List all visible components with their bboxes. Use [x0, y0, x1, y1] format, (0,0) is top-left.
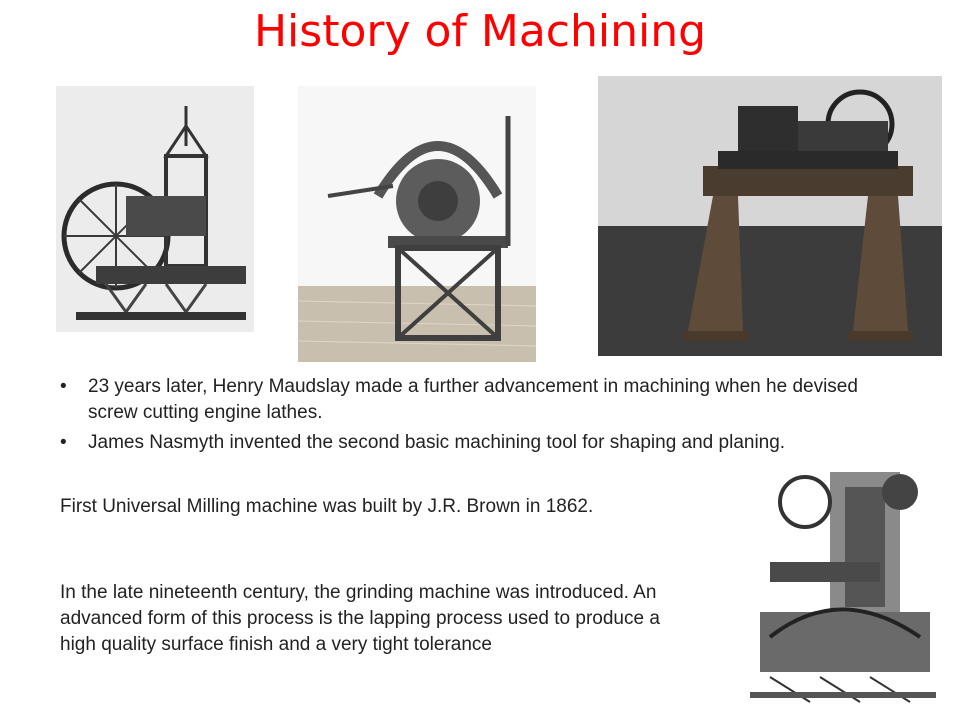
- bullet-list: [56, 374, 886, 460]
- slide-title: History of Machining: [253, 6, 707, 57]
- bullet-text: James Nasmyth invented the second basic machining tool for shaping and planing.: [88, 432, 786, 453]
- bullet-item: [56, 374, 886, 426]
- bullet-dot: •: [60, 432, 67, 453]
- paragraph-grinding: In the late nineteenth century, the grinding machine was introduced. An advanced form of this process is the lapping process used to produce a high quality surface finish and a very tight tolerance: [60, 582, 660, 655]
- bullet-item: [56, 430, 886, 456]
- photo-lathe: [598, 76, 942, 356]
- photo-milling-machine: [750, 462, 936, 712]
- bullet-dot: •: [60, 376, 67, 397]
- photo-wheel-machine: [56, 86, 254, 332]
- photo-drum-machine: [298, 86, 536, 362]
- bullet-text: 23 years later, Henry Maudslay made a further advancement in machining when he devised screw cutting engine lathes.: [88, 376, 858, 423]
- paragraph-milling: First Universal Milling machine was built by J.R. Brown in 1862.: [60, 496, 594, 517]
